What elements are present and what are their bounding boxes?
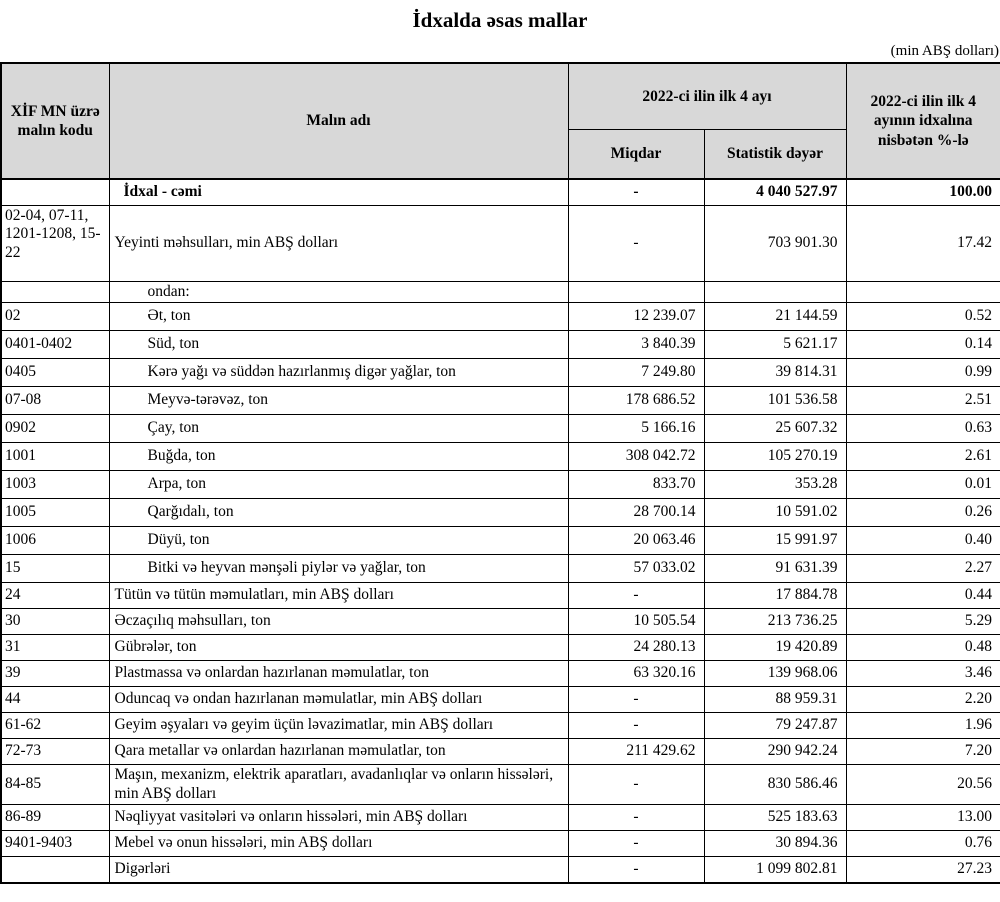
row-quantity-cell: 12 239.07 xyxy=(568,303,704,331)
row-quantity-cell: 63 320.16 xyxy=(568,661,704,687)
table-row xyxy=(1,387,1000,415)
row-value-cell: 88 959.31 xyxy=(704,687,846,713)
row-name-cell: Bitki və heyvan mənşəli piylər və yağlar, ton xyxy=(109,555,568,583)
row-value-cell: 21 144.59 xyxy=(704,303,846,331)
row-value-cell: 4 040 527.97 xyxy=(704,179,846,205)
row-code-cell xyxy=(1,281,109,303)
row-name-cell: Ət, ton xyxy=(109,303,568,331)
row-quantity-cell: 10 505.54 xyxy=(568,609,704,635)
row-percent-cell: 17.42 xyxy=(846,205,1000,281)
row-name-cell: Gübrələr, ton xyxy=(109,635,568,661)
row-name-cell: Maşın, mexanizm, elektrik aparatları, avadanlıqlar və onların hissələri, min ABŞ dolları xyxy=(109,765,568,805)
row-percent-cell: 5.29 xyxy=(846,609,1000,635)
row-code-cell: 0401-0402 xyxy=(1,331,109,359)
row-percent-cell: 0.44 xyxy=(846,583,1000,609)
row-name-cell: İdxal - cəmi xyxy=(109,179,568,205)
row-value-cell: 290 942.24 xyxy=(704,739,846,765)
row-code-cell xyxy=(1,857,109,883)
column-header-code: XİF MN üzrə malın kodu xyxy=(1,63,109,179)
row-name-cell: Qara metallar və onlardan hazırlanan məmulatlar, ton xyxy=(109,739,568,765)
table-row xyxy=(1,609,1000,635)
row-percent-cell: 2.27 xyxy=(846,555,1000,583)
table-row xyxy=(1,687,1000,713)
row-name-cell: Nəqliyyat vasitələri və onların hissələri, min ABŞ dolları xyxy=(109,805,568,831)
row-quantity-cell: 20 063.46 xyxy=(568,527,704,555)
row-code-cell: 1001 xyxy=(1,443,109,471)
row-value-cell: 703 901.30 xyxy=(704,205,846,281)
row-name-cell: Çay, ton xyxy=(109,415,568,443)
row-code-cell: 30 xyxy=(1,609,109,635)
column-header-percent: 2022-ci ilin ilk 4 ayının idxalına nisbətən %-lə xyxy=(846,63,1000,179)
report-page xyxy=(0,8,1000,884)
row-value-cell: 91 631.39 xyxy=(704,555,846,583)
row-code-cell: 1003 xyxy=(1,471,109,499)
row-quantity-cell: - xyxy=(568,583,704,609)
row-percent-cell: 0.01 xyxy=(846,471,1000,499)
table-row xyxy=(1,857,1000,883)
row-value-cell: 30 894.36 xyxy=(704,831,846,857)
table-row xyxy=(1,635,1000,661)
row-code-cell: 07-08 xyxy=(1,387,109,415)
column-header-period: 2022-ci ilin ilk 4 ayı xyxy=(568,63,846,129)
row-value-cell: 139 968.06 xyxy=(704,661,846,687)
row-quantity-cell: 7 249.80 xyxy=(568,359,704,387)
row-code-cell: 0902 xyxy=(1,415,109,443)
row-quantity-cell: 24 280.13 xyxy=(568,635,704,661)
row-quantity-cell: - xyxy=(568,831,704,857)
row-name-cell: Oduncaq və ondan hazırlanan məmulatlar, min ABŞ dolları xyxy=(109,687,568,713)
row-name-cell: Qarğıdalı, ton xyxy=(109,499,568,527)
row-quantity-cell: 211 429.62 xyxy=(568,739,704,765)
row-name-cell: Buğda, ton xyxy=(109,443,568,471)
row-value-cell: 830 586.46 xyxy=(704,765,846,805)
row-code-cell: 44 xyxy=(1,687,109,713)
row-percent-cell: 100.00 xyxy=(846,179,1000,205)
row-value-cell: 525 183.63 xyxy=(704,805,846,831)
row-name-cell: Geyim əşyaları və geyim üçün ləvazimatlar, min ABŞ dolları xyxy=(109,713,568,739)
row-percent-cell: 0.76 xyxy=(846,831,1000,857)
row-quantity-cell: - xyxy=(568,205,704,281)
row-name-cell: Süd, ton xyxy=(109,331,568,359)
row-quantity-cell: 57 033.02 xyxy=(568,555,704,583)
row-percent-cell: 20.56 xyxy=(846,765,1000,805)
column-header-name: Malın adı xyxy=(109,63,568,179)
table-row xyxy=(1,739,1000,765)
row-value-cell: 25 607.32 xyxy=(704,415,846,443)
row-value-cell xyxy=(704,281,846,303)
table-row xyxy=(1,831,1000,857)
row-percent-cell: 0.52 xyxy=(846,303,1000,331)
table-body xyxy=(1,179,1000,883)
row-value-cell: 101 536.58 xyxy=(704,387,846,415)
row-percent-cell: 2.51 xyxy=(846,387,1000,415)
table-row xyxy=(1,713,1000,739)
row-quantity-cell: - xyxy=(568,805,704,831)
row-code-cell: 1005 xyxy=(1,499,109,527)
table-row xyxy=(1,765,1000,805)
column-header-quantity: Miqdar xyxy=(568,129,704,179)
row-percent-cell: 3.46 xyxy=(846,661,1000,687)
row-code-cell: 15 xyxy=(1,555,109,583)
table-row xyxy=(1,179,1000,205)
row-percent-cell: 0.48 xyxy=(846,635,1000,661)
row-percent-cell: 27.23 xyxy=(846,857,1000,883)
table-row xyxy=(1,499,1000,527)
unit-note: (min ABŞ dolları) xyxy=(890,43,999,59)
row-quantity-cell: 5 166.16 xyxy=(568,415,704,443)
row-name-cell: Tütün və tütün məmulatları, min ABŞ dolları xyxy=(109,583,568,609)
row-value-cell: 105 270.19 xyxy=(704,443,846,471)
row-percent-cell: 1.96 xyxy=(846,713,1000,739)
row-percent-cell: 0.26 xyxy=(846,499,1000,527)
row-code-cell: 9401-9403 xyxy=(1,831,109,857)
row-name-cell: ondan: xyxy=(109,281,568,303)
row-percent-cell: 2.61 xyxy=(846,443,1000,471)
row-value-cell: 15 991.97 xyxy=(704,527,846,555)
row-percent-cell: 0.14 xyxy=(846,331,1000,359)
table-row xyxy=(1,415,1000,443)
row-percent-cell xyxy=(846,281,1000,303)
row-code-cell: 39 xyxy=(1,661,109,687)
row-value-cell: 353.28 xyxy=(704,471,846,499)
table-row xyxy=(1,527,1000,555)
row-name-cell: Düyü, ton xyxy=(109,527,568,555)
row-quantity-cell: - xyxy=(568,179,704,205)
imports-table xyxy=(0,62,1000,884)
table-row xyxy=(1,583,1000,609)
row-code-cell: 02-04, 07-11, 1201-1208, 15-22 xyxy=(1,205,109,281)
row-value-cell: 17 884.78 xyxy=(704,583,846,609)
row-code-cell: 86-89 xyxy=(1,805,109,831)
row-quantity-cell: - xyxy=(568,687,704,713)
row-name-cell: Əczaçılıq məhsulları, ton xyxy=(109,609,568,635)
row-code-cell: 0405 xyxy=(1,359,109,387)
row-value-cell: 39 814.31 xyxy=(704,359,846,387)
table-row xyxy=(1,443,1000,471)
row-name-cell: Arpa, ton xyxy=(109,471,568,499)
row-code-cell xyxy=(1,179,109,205)
row-name-cell: Digərləri xyxy=(109,857,568,883)
row-code-cell: 1006 xyxy=(1,527,109,555)
row-name-cell: Meyvə-tərəvəz, ton xyxy=(109,387,568,415)
row-percent-cell: 0.63 xyxy=(846,415,1000,443)
table-row xyxy=(1,359,1000,387)
row-quantity-cell: 3 840.39 xyxy=(568,331,704,359)
row-quantity-cell: - xyxy=(568,713,704,739)
row-quantity-cell: - xyxy=(568,765,704,805)
row-code-cell: 02 xyxy=(1,303,109,331)
row-quantity-cell: 308 042.72 xyxy=(568,443,704,471)
table-header xyxy=(1,63,1000,179)
row-value-cell: 213 736.25 xyxy=(704,609,846,635)
table-row xyxy=(1,331,1000,359)
row-quantity-cell: 28 700.14 xyxy=(568,499,704,527)
row-value-cell: 5 621.17 xyxy=(704,331,846,359)
row-code-cell: 61-62 xyxy=(1,713,109,739)
row-value-cell: 19 420.89 xyxy=(704,635,846,661)
row-quantity-cell: 178 686.52 xyxy=(568,387,704,415)
row-percent-cell: 0.99 xyxy=(846,359,1000,387)
table-row xyxy=(1,805,1000,831)
row-value-cell: 1 099 802.81 xyxy=(704,857,846,883)
row-quantity-cell: - xyxy=(568,857,704,883)
row-code-cell: 72-73 xyxy=(1,739,109,765)
row-percent-cell: 13.00 xyxy=(846,805,1000,831)
row-quantity-cell xyxy=(568,281,704,303)
row-code-cell: 24 xyxy=(1,583,109,609)
row-name-cell: Plastmassa və onlardan hazırlanan məmulatlar, ton xyxy=(109,661,568,687)
row-value-cell: 79 247.87 xyxy=(704,713,846,739)
row-name-cell: Kərə yağı və süddən hazırlanmış digər yağlar, ton xyxy=(109,359,568,387)
row-quantity-cell: 833.70 xyxy=(568,471,704,499)
page-title: İdxalda əsas mallar xyxy=(412,8,588,32)
column-header-value: Statistik dəyər xyxy=(704,129,846,179)
row-percent-cell: 7.20 xyxy=(846,739,1000,765)
row-name-cell: Yeyinti məhsulları, min ABŞ dolları xyxy=(109,205,568,281)
table-row xyxy=(1,303,1000,331)
row-name-cell: Mebel və onun hissələri, min ABŞ dolları xyxy=(109,831,568,857)
row-code-cell: 31 xyxy=(1,635,109,661)
row-code-cell: 84-85 xyxy=(1,765,109,805)
row-percent-cell: 0.40 xyxy=(846,527,1000,555)
table-row xyxy=(1,205,1000,281)
table-row xyxy=(1,281,1000,303)
row-percent-cell: 2.20 xyxy=(846,687,1000,713)
row-value-cell: 10 591.02 xyxy=(704,499,846,527)
table-row xyxy=(1,555,1000,583)
table-row xyxy=(1,661,1000,687)
table-row xyxy=(1,471,1000,499)
